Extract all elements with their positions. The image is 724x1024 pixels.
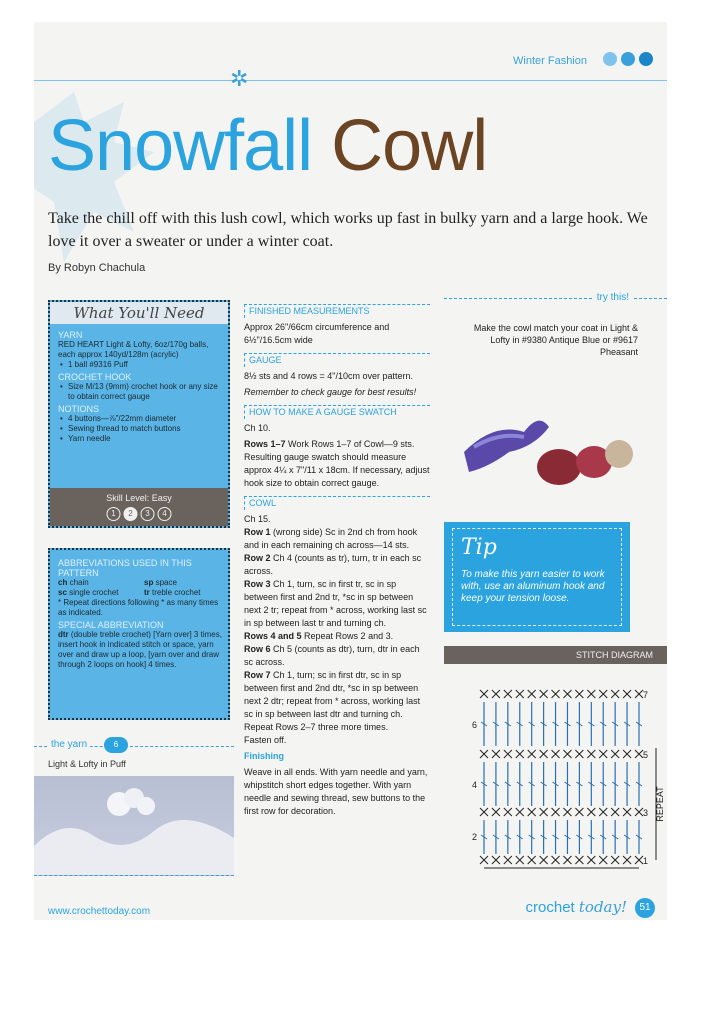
finished-measurements-text: Approx 26"/66cm circumference and 6½"/16.5cm wide (244, 322, 390, 345)
sc-stitch-icon (563, 750, 571, 758)
sc-stitch-icon (623, 690, 631, 698)
sc-stitch-icon (480, 808, 488, 816)
sc-stitch-icon (623, 856, 631, 864)
sc-stitch-icon (552, 808, 560, 816)
skill-level-circle: 1 (107, 507, 121, 521)
sc-stitch-icon (540, 856, 548, 864)
row-instruction: Rows 4 and 5 Repeat Rows 2 and 3. (244, 631, 394, 641)
hook-item: • Size M/13 (9mm) crochet hook or any size to obtain correct gauge (58, 382, 226, 402)
page-title (48, 104, 487, 188)
sc-stitch-icon (635, 690, 643, 698)
sc-stitch-icon (575, 808, 583, 816)
yarn-subhead: YARN (58, 330, 83, 340)
notion-item: • 4 buttons—⅞"/22mm diameter (58, 414, 226, 424)
abbr-item: ch chain (58, 578, 89, 587)
finished-measurements-heading: FINISHED MEASUREMENTS (244, 304, 430, 318)
yarn-text: RED HEART Light & Lofty, 6oz/170g balls, each approx 140yd/128m (acrylic) (58, 340, 209, 359)
sc-stitch-icon (492, 856, 500, 864)
row-number-label: 3 (643, 808, 649, 818)
snowflake-icon: ✲ (230, 66, 249, 91)
sc-stitch-icon (516, 690, 524, 698)
row-instruction: Row 6 Ch 5 (counts as dtr), turn, dtr in each sc across. (244, 644, 420, 667)
sc-stitch-icon (575, 690, 583, 698)
row-number-label: 1 (643, 856, 649, 866)
sc-stitch-icon (635, 750, 643, 758)
sc-stitch-icon (611, 690, 619, 698)
sc-stitch-icon (599, 808, 607, 816)
tip-inner (452, 528, 622, 626)
sc-stitch-icon (552, 750, 560, 758)
sc-stitch-icon (611, 750, 619, 758)
byline: By Robyn Chachula (48, 262, 146, 274)
dot-icon (603, 52, 617, 66)
row-instruction: Row 1 (wrong side) Sc in 2nd ch from hook and in each remaining ch across—14 sts. (244, 527, 418, 550)
sc-stitch-icon (552, 690, 560, 698)
row-number-label: 7 (643, 690, 649, 700)
materials-heading: What You'll Need (50, 302, 228, 324)
notion-item: • Yarn needle (58, 434, 226, 444)
website-link[interactable]: www.crochettoday.com (48, 906, 151, 917)
hook-subhead: CROCHET HOOK (58, 372, 132, 382)
skill-level-bar (50, 488, 228, 526)
abbreviations-heading: ABBREVIATIONS USED IN THIS PATTERN (58, 558, 192, 578)
try-this-label: try this! (593, 292, 633, 303)
yarn-label-row (34, 739, 234, 753)
tip-title: Tip (461, 535, 497, 560)
try-this-text: Make the cowl match your coat in Light & Lofty in #9380 Antique Blue or #9617 Pheasant (473, 323, 638, 357)
sc-stitch-icon (492, 750, 500, 758)
sc-stitch-icon (587, 808, 595, 816)
finishing-heading: Finishing (244, 751, 284, 761)
sc-stitch-icon (563, 690, 571, 698)
sc-stitch-icon (587, 856, 595, 864)
sc-stitch-icon (635, 808, 643, 816)
yarn-item: • 1 ball #9316 Puff (58, 360, 226, 370)
row-instruction: Row 3 Ch 1, turn, sc in first tr, sc in sp between first and 2nd tr, *sc in sp between next 2 tr; repeat from * across, working last sc in sp between last tr and turning ch. (244, 579, 427, 628)
sc-stitch-icon (623, 750, 631, 758)
row-number-label: 6 (472, 720, 478, 730)
sc-stitch-icon (635, 856, 643, 864)
stitch-diagram-bar: STITCH DIAGRAM (444, 646, 667, 664)
cowl-ch: Ch 15. (244, 514, 271, 524)
finishing-text: Weave in all ends. With yarn needle and yarn, whipstitch short edges together. With yarn needle and sewing thread, sew buttons to the first row for decoration. (244, 767, 428, 816)
sc-stitch-icon (504, 808, 512, 816)
sc-stitch-icon (587, 750, 595, 758)
section-dots (603, 52, 653, 66)
sc-stitch-icon (611, 808, 619, 816)
header-rule (34, 80, 667, 81)
swatch-rows: Rows 1–7 Work Rows 1–7 of Cowl—9 sts. Resulting gauge swatch should measure approx 4¼ x 7"/11 x 18cm. If necessary, adjust hook size to obtain correct gauge. (244, 439, 430, 488)
magazine-page (34, 22, 667, 920)
sc-stitch-icon (504, 750, 512, 758)
sc-stitch-icon (563, 856, 571, 864)
fasten-off: Fasten off. (244, 735, 287, 745)
row-number-label: 2 (472, 832, 478, 842)
sc-stitch-icon (480, 856, 488, 864)
row-instruction: Row 2 Ch 4 (counts as tr), turn, tr in each sc across. (244, 553, 422, 576)
sc-stitch-icon (599, 690, 607, 698)
materials-box (48, 300, 230, 528)
sc-stitch-icon (575, 750, 583, 758)
special-abbr-heading: SPECIAL ABBREVIATION (58, 620, 164, 630)
sc-stitch-icon (528, 750, 536, 758)
gauge-swatch-heading: HOW TO MAKE A GAUGE SWATCH (244, 405, 430, 419)
row-instruction: Row 7 Ch 1, turn; sc in first dtr, sc in sp between first and 2nd dtr, *sc in sp between next 2 dtr; repeat from * across, working last sc in sp between last dtr and turning ch. (244, 670, 421, 719)
skill-level-circle-active: 2 (124, 507, 138, 521)
sc-stitch-icon (516, 856, 524, 864)
sc-stitch-icon (599, 750, 607, 758)
repeat-note: * Repeat directions following * as many times as indicated. (58, 598, 219, 617)
sc-stitch-icon (528, 856, 536, 864)
gauge-text: 8½ sts and 4 rows = 4"/10cm over pattern. (244, 371, 414, 381)
sc-stitch-icon (563, 808, 571, 816)
swatch-ch: Ch 10. (244, 423, 271, 433)
color-swatches-image (454, 392, 644, 502)
skill-level-circle: 3 (141, 507, 155, 521)
sc-stitch-icon (528, 808, 536, 816)
yarn-skein-icon: 6 (104, 737, 128, 753)
sc-stitch-icon (516, 808, 524, 816)
sc-stitch-icon (480, 690, 488, 698)
brand-logo: crochet today! (525, 898, 627, 916)
sc-stitch-icon (540, 808, 548, 816)
skill-circles (107, 507, 172, 521)
sc-stitch-icon (504, 856, 512, 864)
row-number-label: 4 (472, 780, 478, 790)
notions-subhead: NOTIONS (58, 404, 100, 414)
repeat-label: REPEAT (655, 786, 665, 822)
ornament-icon (639, 52, 653, 66)
gauge-note: Remember to check gauge for best results! (244, 387, 417, 397)
abbreviations-body (58, 556, 224, 670)
stitch-diagram (434, 684, 667, 874)
sc-stitch-icon (552, 856, 560, 864)
abbreviations-grid (58, 578, 224, 598)
yarn-swatch-image (34, 776, 234, 876)
sc-stitch-icon (528, 690, 536, 698)
pattern-column (244, 298, 430, 818)
sc-stitch-icon (599, 856, 607, 864)
materials-body (58, 328, 226, 444)
skill-label: Skill Level: Easy (106, 493, 172, 503)
section-tag: Winter Fashion (513, 55, 587, 67)
sc-stitch-icon (540, 750, 548, 758)
sc-stitch-icon (504, 690, 512, 698)
sc-stitch-icon (516, 750, 524, 758)
tip-box (444, 522, 630, 632)
cowl-heading: COWL (244, 496, 430, 510)
sc-stitch-icon (623, 808, 631, 816)
yarn-name: Light & Lofty in Puff (48, 759, 126, 769)
title-part2: Cowl (331, 106, 488, 186)
notion-item: • Sewing thread to match buttons (58, 424, 226, 434)
repeat-rows: Repeat Rows 2–7 three more times. (244, 722, 389, 732)
try-this-rule (444, 292, 667, 310)
sc-stitch-icon (492, 690, 500, 698)
title-part1: Snowfall (48, 106, 313, 186)
page-number: 51 (635, 898, 655, 918)
sc-stitch-icon (611, 856, 619, 864)
yarn-label: the yarn (48, 739, 90, 750)
dot-icon (621, 52, 635, 66)
deck-text: Take the chill off with this lush cowl, which works up fast in bulky yarn and a large hook. We love it over a sweater or under a winter coat. (48, 210, 648, 250)
row-number-label: 5 (643, 750, 649, 760)
abbr-item: tr treble crochet (144, 588, 201, 597)
sc-stitch-icon (587, 690, 595, 698)
diagram-rows (480, 690, 643, 868)
sc-stitch-icon (492, 808, 500, 816)
sc-stitch-icon (540, 690, 548, 698)
tip-text: To make this yarn easier to work with, use an aluminum hook and keep your tension loose. (461, 569, 605, 604)
special-abbr-text: dtr (double treble crochet) [Yarn over] 3 times, insert hook in indicated stitch or space, yarn over and draw up a loop, [yarn over and draw through 2 loops on hook] 4 times. (58, 630, 222, 669)
sc-stitch-icon (575, 856, 583, 864)
abbr-item: sp space (144, 578, 177, 587)
abbreviations-box (48, 548, 230, 720)
skill-level-circle: 4 (158, 507, 172, 521)
abbr-item: sc single crochet (58, 588, 119, 597)
gauge-heading: GAUGE (244, 353, 430, 367)
sc-stitch-icon (480, 750, 488, 758)
